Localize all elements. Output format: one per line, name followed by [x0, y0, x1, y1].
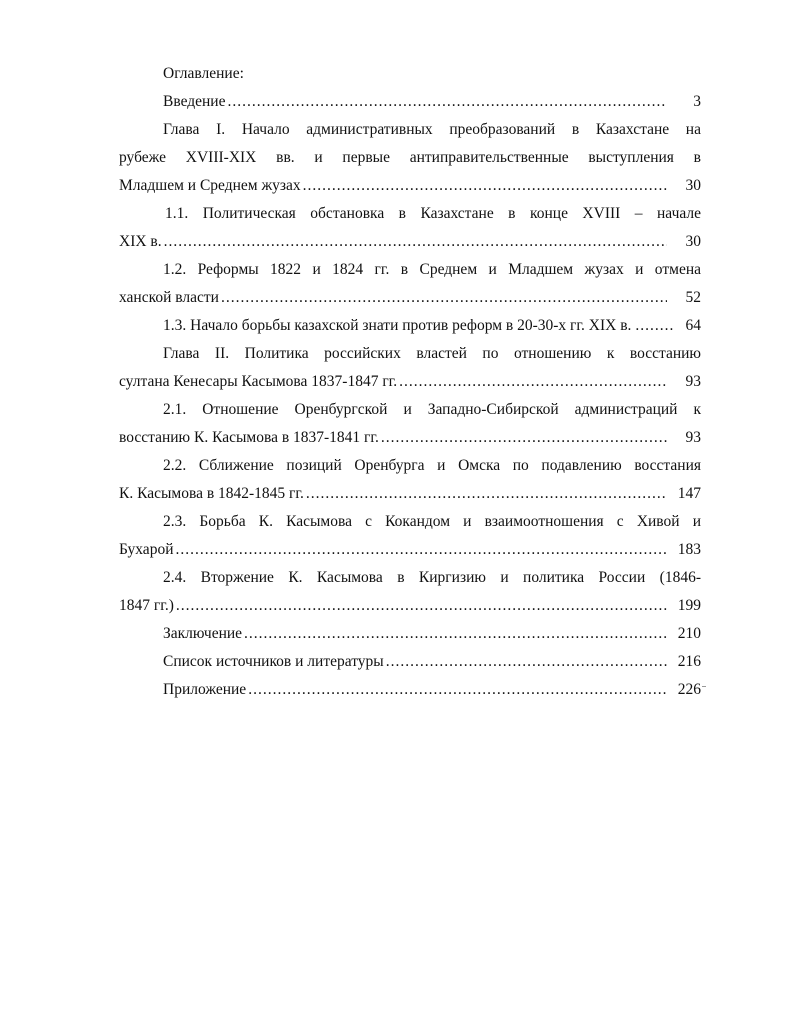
- leader-dots: [221, 287, 667, 309]
- leader-dots: [399, 371, 667, 393]
- toc-entry-s1-1-line1: 1.1. Политическая обстановка в Казахстане в конце XVIII – начале: [165, 205, 701, 222]
- toc-entry-page: 30: [685, 177, 701, 194]
- toc-entry-page: 210: [677, 625, 701, 642]
- toc-entry-page: 30: [685, 233, 701, 250]
- leader-dots: [306, 483, 667, 505]
- toc-entry-s2-4: [119, 595, 701, 617]
- toc-entry-title: султана Кенесары Касымова 1837-1847 гг.: [119, 373, 398, 390]
- toc-entry-title: Приложение: [163, 681, 247, 698]
- toc-entry-ch1: [119, 175, 701, 197]
- toc-entry-s1-2: [119, 287, 701, 309]
- toc-entry-page: 216: [677, 653, 701, 670]
- leader-dots: [386, 651, 667, 673]
- toc-entry-page: 147: [677, 485, 701, 502]
- toc-entry-title: 1847 гг.): [119, 597, 174, 614]
- leader-dots: [176, 595, 667, 617]
- toc-entry-s2-3-line1: 2.3. Борьба К. Касымова с Кокандом и взаимоотношения с Хивой и: [163, 513, 701, 530]
- toc-entry-page: 93: [685, 373, 701, 390]
- toc-entry-intro: [163, 91, 701, 113]
- toc-entry-page: 3: [693, 93, 701, 110]
- toc-entry-title: Бухарой: [119, 541, 174, 558]
- toc-entry-page: 183: [677, 541, 701, 558]
- toc-entry-ch1-line2: рубеже XVIII-XIX вв. и первые антиправительственные выступления в: [119, 149, 701, 166]
- toc-entry-s2-4-line1: 2.4. Вторжение К. Касымова в Киргизию и политика России (1846-: [163, 569, 701, 586]
- toc-entry-s2-3: [119, 539, 701, 561]
- leader-dots: [303, 175, 667, 197]
- toc-entry-title: Заключение: [163, 625, 243, 642]
- leader-dots: [244, 623, 667, 645]
- leader-dots: [176, 539, 668, 561]
- toc-entry-title: XIX в.: [119, 233, 162, 250]
- toc-entry-sources: [163, 651, 701, 673]
- leader-dots: [164, 231, 667, 253]
- toc-entry-page: 226: [677, 681, 701, 698]
- leader-dots: [635, 315, 675, 337]
- toc-entry-s2-2-line1: 2.2. Сближение позиций Оренбурга и Омска по подавлению восстания: [163, 457, 701, 474]
- toc-entry-conclusion: [163, 623, 701, 645]
- toc-entry-s2-2: [119, 483, 701, 505]
- toc-entry-title: Список источников и литературы: [163, 653, 384, 670]
- toc-entry-page: 52: [685, 289, 701, 306]
- toc-entry-s1-2-line1: 1.2. Реформы 1822 и 1824 гг. в Среднем и Младшем жузах и отмена: [163, 261, 701, 278]
- toc-entry-page: 64: [685, 317, 701, 334]
- toc-entry-title: 1.3. Начало борьбы казахской знати против реформ в 20-30-х гг. XIX в.: [163, 317, 632, 334]
- toc-entry-title: восстанию К. Касымова в 1837-1841 гг.: [119, 429, 379, 446]
- toc-entry-s2-1: [119, 427, 701, 449]
- toc-entry-page: 93: [685, 429, 701, 446]
- leader-dots: [248, 679, 667, 701]
- toc-entry-s1-3: [163, 315, 701, 337]
- toc-heading: Оглавление:: [163, 65, 244, 82]
- toc-entry-title: ханской власти: [119, 289, 219, 306]
- toc-entry-ch2-line1: Глава II. Политика российских властей по отношению к восстанию: [163, 345, 701, 362]
- toc-entry-page: 199: [677, 597, 701, 614]
- toc-entry-ch1-line1: Глава I. Начало административных преобразований в Казахстане на: [163, 121, 701, 138]
- toc-entry-s1-1: [119, 231, 701, 253]
- toc-entry-title: Введение: [163, 93, 226, 110]
- leader-dots: [381, 427, 667, 449]
- leader-dots: [227, 91, 667, 113]
- toc-entry-title: Младшем и Среднем жузах: [119, 177, 301, 194]
- toc-entry-s2-1-line1: 2.1. Отношение Оренбургской и Западно-Сибирской администраций к: [163, 401, 701, 418]
- toc-entry-appendix: [163, 679, 701, 701]
- toc-entry-ch2: [119, 371, 701, 393]
- scan-artifact: [702, 686, 706, 687]
- toc-entry-title: К. Касымова в 1842-1845 гг.: [119, 485, 304, 502]
